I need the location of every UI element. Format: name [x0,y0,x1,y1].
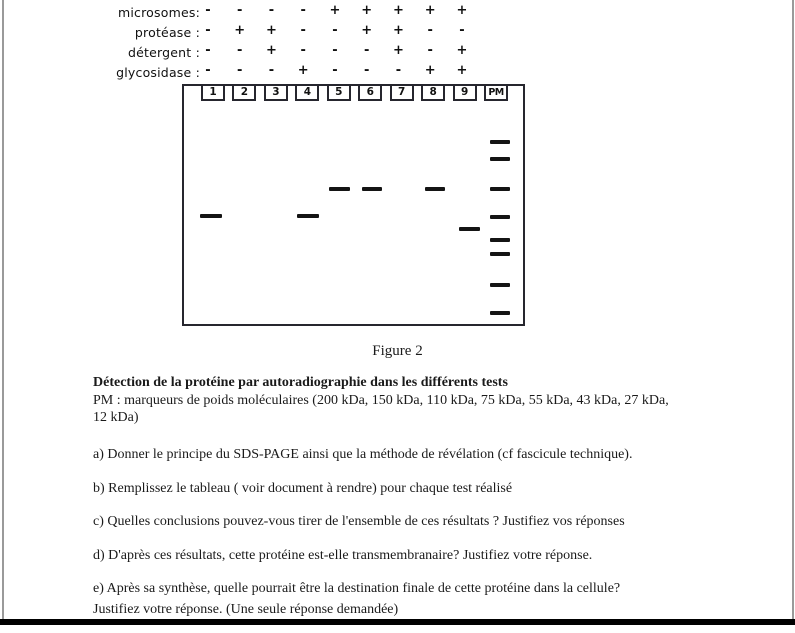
condition-value-lane-1: - [205,3,211,18]
gel-autoradiograph [182,84,525,326]
gel-band-lane-PM-200kda [490,140,510,144]
condition-value-lane-3: - [268,3,275,18]
condition-value-lane-8: - [427,23,433,38]
gel-band-lane-PM-75kda [490,215,510,219]
condition-value-lane-6: + [361,23,373,38]
condition-value-lane-7: + [393,43,404,58]
condition-row-label: glycosidase : [116,65,200,80]
condition-value-lane-9: - [459,23,465,38]
condition-value-lane-2: - [237,63,243,78]
gel-band-lane-4 [297,214,319,218]
page-left-edge [2,0,4,625]
condition-value-lane-1: - [205,23,211,38]
question-e-line: e) Après sa synthèse, quelle pourrait être la destination finale de cette protéine dans la cellule? [93,581,621,596]
question-e-line: Justifiez votre réponse. (Une seule réponse demandée) [93,602,399,617]
gel-well-1: 1 [201,84,225,101]
gel-well-PM: PM [484,84,508,101]
question-c-line: c) Quelles conclusions pouvez-vous tirer de l'ensemble de ces résultats ? Justifiez vos réponses [93,514,625,529]
gel-well-8: 8 [421,84,445,101]
condition-value-lane-4: - [300,23,306,38]
gel-well-9: 9 [453,84,477,101]
condition-value-lane-3: + [266,43,277,58]
gel-band-lane-PM-27kda [490,283,510,287]
condition-row [0,43,560,63]
gel-well-5: 5 [327,84,351,101]
condition-value-lane-2: - [237,43,243,58]
figure-description-title: Détection de la protéine par autoradiographie dans les différents tests [93,375,508,390]
condition-value-lane-3: + [266,23,277,38]
gel-band-lane-5 [329,187,350,191]
question-a-line: a) Donner le principe du SDS-PAGE ainsi que la méthode de révélation (cf fascicule technique). [93,447,633,462]
condition-value-lane-9: + [456,63,468,78]
condition-row-label: protéase : [134,25,200,40]
questions-list [93,444,773,633]
gel-well-7: 7 [390,84,414,101]
condition-row-label: détergent : [128,45,200,60]
gel-band-lane-1 [200,214,222,218]
gel-band-lane-PM-12kda [490,311,510,315]
question-d [93,545,773,566]
condition-value-lane-7: + [393,23,404,38]
condition-value-lane-8: + [424,63,436,78]
condition-value-lane-2: + [234,23,246,38]
condition-value-lane-4: - [300,3,306,18]
condition-value-lane-6: - [364,63,370,78]
condition-value-lane-5: - [332,43,338,58]
gel-band-lane-9 [459,227,480,231]
page-right-edge [792,0,794,625]
gel-band-lane-PM-150kda [490,157,510,161]
gel-band-lane-PM-43kda [490,252,510,256]
condition-value-lane-4: + [297,63,309,78]
question-e [93,578,773,620]
question-a [93,444,773,465]
condition-value-lane-4: - [300,43,306,58]
condition-value-lane-5: - [332,23,338,38]
figure-caption: Figure 2 [372,343,423,359]
pm-markers-line-2: 12 kDa) [93,410,139,425]
figure-description [93,374,753,427]
condition-value-lane-3: - [268,63,275,78]
condition-row [0,63,560,83]
condition-value-lane-9: + [456,3,468,18]
condition-value-lane-7: - [395,63,402,78]
condition-value-lane-8: - [427,43,433,58]
condition-value-lane-8: + [424,3,436,18]
conditions-table [0,0,795,84]
gel-band-lane-PM-55kda [490,238,510,242]
condition-value-lane-2: - [237,3,243,18]
condition-value-lane-1: - [205,63,211,78]
condition-value-lane-6: + [361,3,373,18]
gel-well-3: 3 [264,84,288,101]
condition-value-lane-7: + [393,3,404,18]
condition-value-lane-6: - [364,43,370,58]
condition-value-lane-5: - [332,63,338,78]
condition-value-lane-9: + [456,43,468,58]
condition-row-label: microsomes: [118,5,200,20]
condition-row [0,23,560,43]
gel-well-4: 4 [295,84,319,101]
gel-band-lane-6 [362,187,382,191]
question-c [93,511,773,532]
gel-band-lane-8 [425,187,445,191]
pm-markers-line-1: PM : marqueurs de poids moléculaires (200 kDa, 150 kDa, 110 kDa, 75 kDa, 55 kDa, 43 kDa, 27 kDa, [93,392,669,408]
condition-value-lane-5: + [329,3,341,18]
question-b-line: b) Remplissez le tableau ( voir document à rendre) pour chaque test réalisé [93,480,513,496]
condition-value-lane-1: - [205,43,211,58]
gel-well-2: 2 [232,84,256,101]
condition-row [0,3,560,23]
gel-band-lane-PM-110kda [490,187,510,191]
question-d-line: d) D'après ces résultats, cette protéine est-elle transmembranaire? Justifiez votre réponse. [93,547,593,563]
question-b [93,478,773,499]
gel-well-6: 6 [358,84,382,101]
